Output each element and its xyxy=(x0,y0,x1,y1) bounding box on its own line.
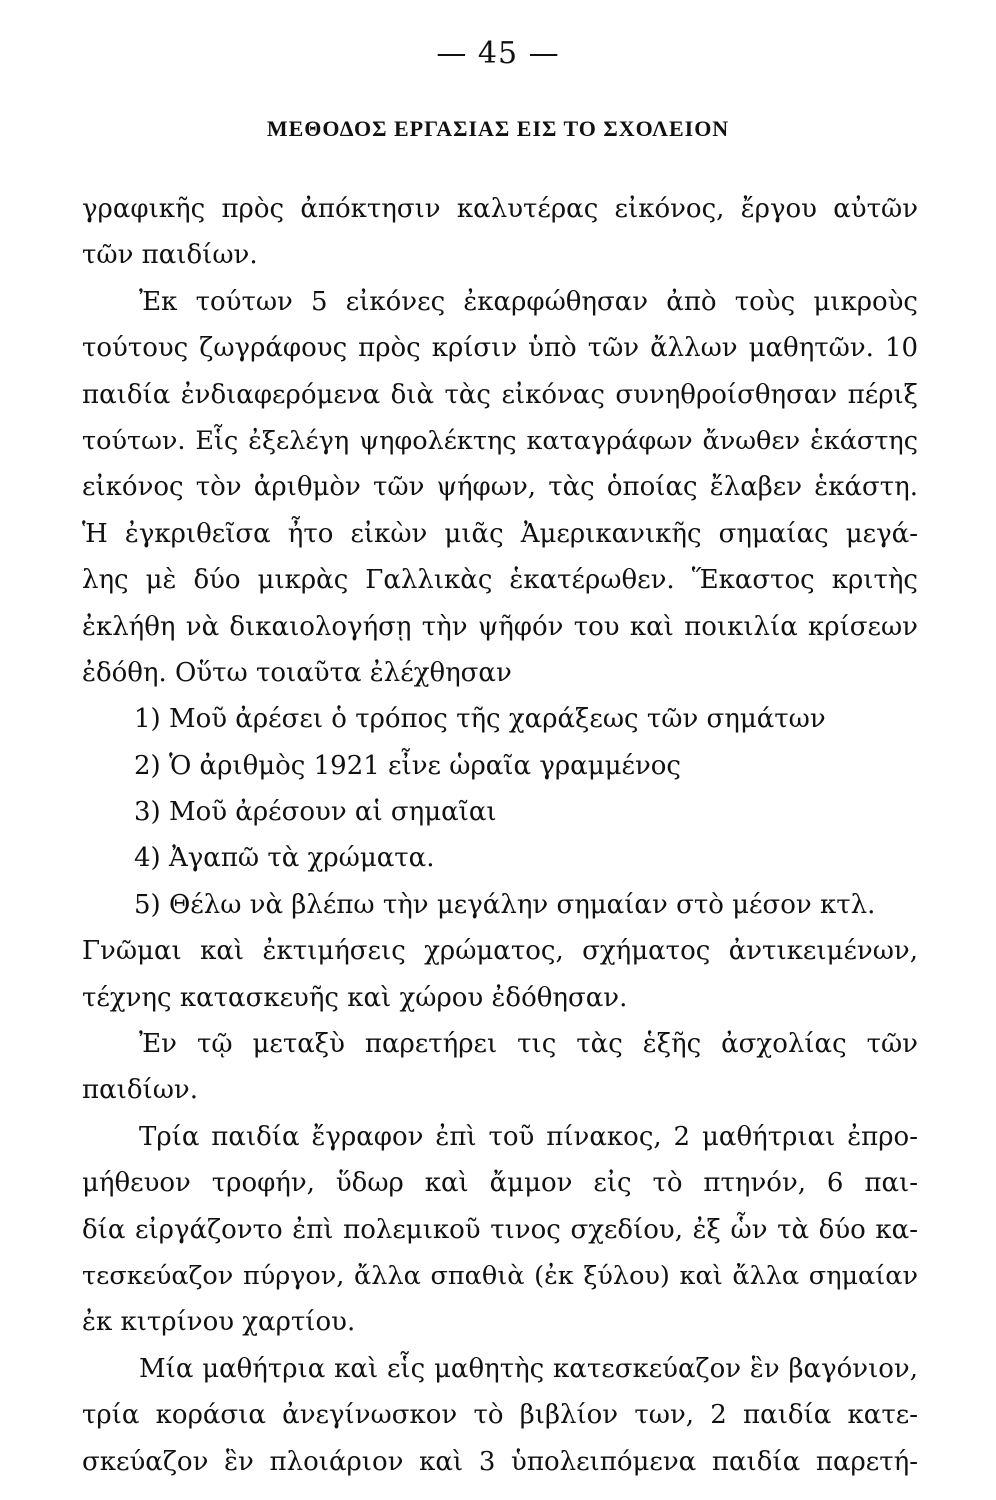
list-item: 5) Θέλω νὰ βλέπω τὴν μεγάλην σημαίαν στὸ μέσον κτλ. xyxy=(134,889,876,920)
text-line: λης μὲ δύο μικρὰς Γαλλικὰς ἑκατέρωθεν. Ἕκαστος κριτὴς xyxy=(82,565,918,596)
text-line: τούτων. Εἷς ἐξελέγη ψηφολέκτης καταγράφων ἄνωθεν ἑκάστης xyxy=(82,425,918,456)
text-line: παιδία ἐνδιαφερόμενα διὰ τὰς εἰκόνας συνηθροίσθησαν πέριξ xyxy=(82,379,918,410)
text-line: γραφικῆς πρὸς ἀπόκτησιν καλυτέρας εἰκόνος, ἔργου αὐτῶν xyxy=(82,194,918,224)
text-line: ἐκλήθη νὰ δικαιολογήσῃ τὴν ψῆφόν του καὶ ποικιλία κρίσεων xyxy=(82,611,918,642)
text-line: τῶν παιδίων. xyxy=(82,240,258,271)
text-line: τρία κοράσια ἀνεγίνωσκον τὸ βιβλίον των, 2 παιδία κατε- xyxy=(82,1400,918,1431)
list-item: 2) Ὁ ἀριθμὸς 1921 εἶνε ὡραῖα γραμμένος xyxy=(134,750,681,781)
text-line: τέχνης κατασκευῆς καὶ χώρου ἐδόθησαν. xyxy=(82,982,628,1013)
text-line: ἐκ κιτρίνου χαρτίου. xyxy=(82,1307,356,1338)
text-line: μήθευον τροφήν, ὕδωρ καὶ ἄμμον εἰς τὸ πτηνόν, 6 παι- xyxy=(82,1168,918,1199)
text-line: ἐδόθη. Οὕτω τοιαῦτα ἐλέχθησαν xyxy=(82,657,512,688)
list-item: 3) Μοῦ ἀρέσουν αἱ σημαῖαι xyxy=(134,797,497,828)
body-text xyxy=(82,186,918,1485)
text-line: Γνῶμαι καὶ ἐκτιμήσεις χρώματος, σχήματος ἀντικειμένων, xyxy=(82,936,918,967)
text-line: Μία μαθήτρια καὶ εἷς μαθητὴς κατεσκεύαζον ἓν βαγόνιον, xyxy=(139,1353,918,1384)
page-number: — 45 — xyxy=(436,36,560,71)
text-line: Ἐν τῷ μεταξὺ παρετήρει τις τὰς ἑξῆς ἀσχολίας τῶν xyxy=(139,1029,918,1060)
text-line: τεσκεύαζον πύργον, ἄλλα σπαθιὰ (ἐκ ξύλου) καὶ ἄλλα σημαίαν xyxy=(82,1260,918,1291)
text-line: Ἡ ἐγκριθεῖσα ἦτο εἰκὼν μιᾶς Ἀμερικανικῆς σημαίας μεγά- xyxy=(82,518,918,549)
text-line: παιδίων. xyxy=(82,1075,198,1106)
running-head: ΜΕΘΟΔΟΣ ΕΡΓΑΣΙΑΣ ΕΙΣ ΤΟ ΣΧΟΛΕΙΟΝ xyxy=(266,116,730,141)
text-line: δία εἰργάζοντο ἐπὶ πολεμικοῦ τινος σχεδίου, ἐξ ὧν τὰ δύο κα- xyxy=(82,1214,918,1245)
text-line: σκεύαζον ἓν πλοιάριον καὶ 3 ὑπολειπόμενα παιδία παρετή- xyxy=(82,1446,918,1477)
list-item: 1) Μοῦ ἀρέσει ὁ τρόπος τῆς χαράξεως τῶν σημάτων xyxy=(134,704,826,735)
text-line: εἰκόνος τὸν ἀριθμὸν τῶν ψήφων, τὰς ὁποίας ἔλαβεν ἑκάστη. xyxy=(82,472,918,503)
list-item: 4) Ἀγαπῶ τὰ χρώματα. xyxy=(134,843,435,874)
text-line: τούτους ζωγράφους πρὸς κρίσιν ὑπὸ τῶν ἄλλων μαθητῶν. 10 xyxy=(82,333,918,364)
text-line: Τρία παιδία ἔγραφον ἐπὶ τοῦ πίνακος, 2 μαθήτριαι ἐπρο- xyxy=(139,1121,918,1152)
text-line: Ἐκ τούτων 5 εἰκόνες ἐκαρφώθησαν ἀπὸ τοὺς μικροὺς xyxy=(139,286,918,317)
